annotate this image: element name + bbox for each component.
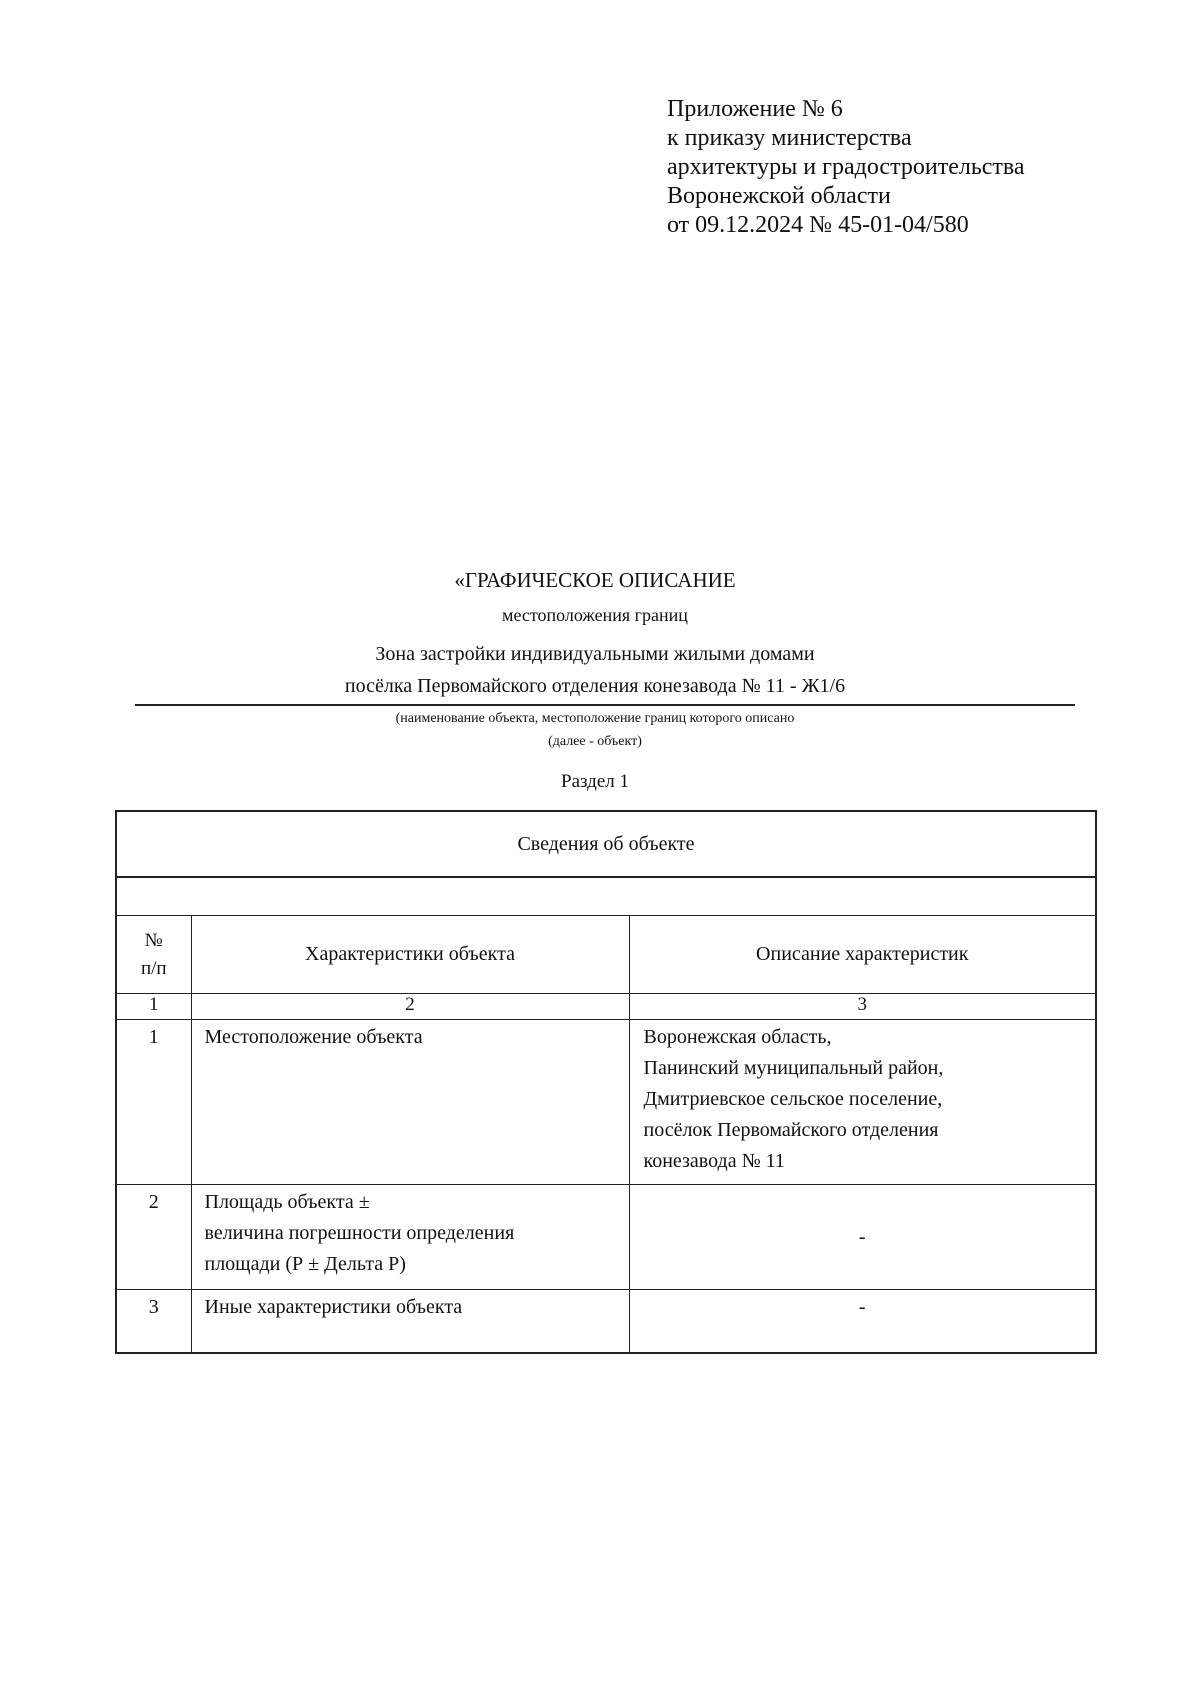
- description-line: посёлок Первомайского отделения: [643, 1119, 939, 1141]
- header-num-line-2: п/п: [140, 957, 167, 979]
- table-caption-row: [116, 811, 1096, 877]
- characteristic-line: площади (Р ± Дельта Р): [204, 1253, 406, 1275]
- table-caption: Сведения об объекте: [116, 811, 1096, 877]
- characteristic-line: величина погрешности определения: [204, 1222, 515, 1244]
- appendix-line: Приложение № 6: [667, 96, 843, 122]
- appendix-line: от 09.12.2024 № 45-01-04/580: [667, 212, 969, 238]
- column-number: 2: [191, 994, 629, 1020]
- column-number-row: [116, 994, 1096, 1020]
- row-description: -: [629, 1290, 1096, 1354]
- section-title: Раздел 1: [561, 771, 629, 792]
- document-subtitle: местоположения границ: [502, 605, 688, 625]
- object-name-note-line-1: (наименование объекта, местоположение границ которого описано: [395, 711, 795, 726]
- header-description: Описание характеристик: [629, 916, 1096, 994]
- row-description: -: [629, 1185, 1096, 1290]
- table-row: [116, 1020, 1096, 1185]
- object-name-note-line-2: (далее - объект): [548, 734, 642, 749]
- table-header-row: [116, 916, 1096, 994]
- description-line: Воронежская область,: [643, 1026, 832, 1048]
- row-characteristic: [191, 1020, 629, 1185]
- appendix-line: Воронежской области: [667, 183, 891, 209]
- characteristic-line: Площадь объекта ±: [204, 1191, 370, 1213]
- description-line: Панинский муниципальный район,: [643, 1057, 944, 1079]
- row-number: 1: [116, 1020, 191, 1185]
- row-characteristic: [191, 1185, 629, 1290]
- table-blank-row: [116, 877, 1096, 916]
- object-name-line-1: Зона застройки индивидуальными жилыми домами: [375, 643, 815, 665]
- row-characteristic: [191, 1290, 629, 1354]
- appendix-line: к приказу министерства: [667, 125, 912, 151]
- row-number: 2: [116, 1185, 191, 1290]
- document-title: «ГРАФИЧЕСКОЕ ОПИСАНИЕ: [454, 568, 736, 592]
- characteristic-line: Иные характеристики объекта: [204, 1296, 463, 1318]
- header-characteristics: Характеристики объекта: [191, 916, 629, 994]
- object-name-line-2: посёлка Первомайского отделения конезавода № 11 - Ж1/6: [344, 675, 846, 697]
- header-num: [116, 916, 191, 994]
- characteristic-line: Местоположение объекта: [204, 1026, 423, 1048]
- object-name-underline: [135, 704, 1075, 706]
- description-line: конезавода № 11: [643, 1150, 785, 1172]
- row-description: [629, 1020, 1096, 1185]
- header-num-line-1: №: [144, 929, 163, 951]
- table-row: [116, 1290, 1096, 1354]
- table-row: [116, 1185, 1096, 1290]
- column-number: 3: [629, 994, 1096, 1020]
- appendix-header: [667, 95, 1025, 240]
- blank-cell: [116, 877, 1096, 916]
- column-number: 1: [116, 994, 191, 1020]
- object-info-table: [115, 810, 1097, 1354]
- description-line: Дмитриевское сельское поселение,: [643, 1088, 943, 1110]
- appendix-line: архитектуры и градостроительства: [667, 154, 1025, 180]
- row-number: 3: [116, 1290, 191, 1354]
